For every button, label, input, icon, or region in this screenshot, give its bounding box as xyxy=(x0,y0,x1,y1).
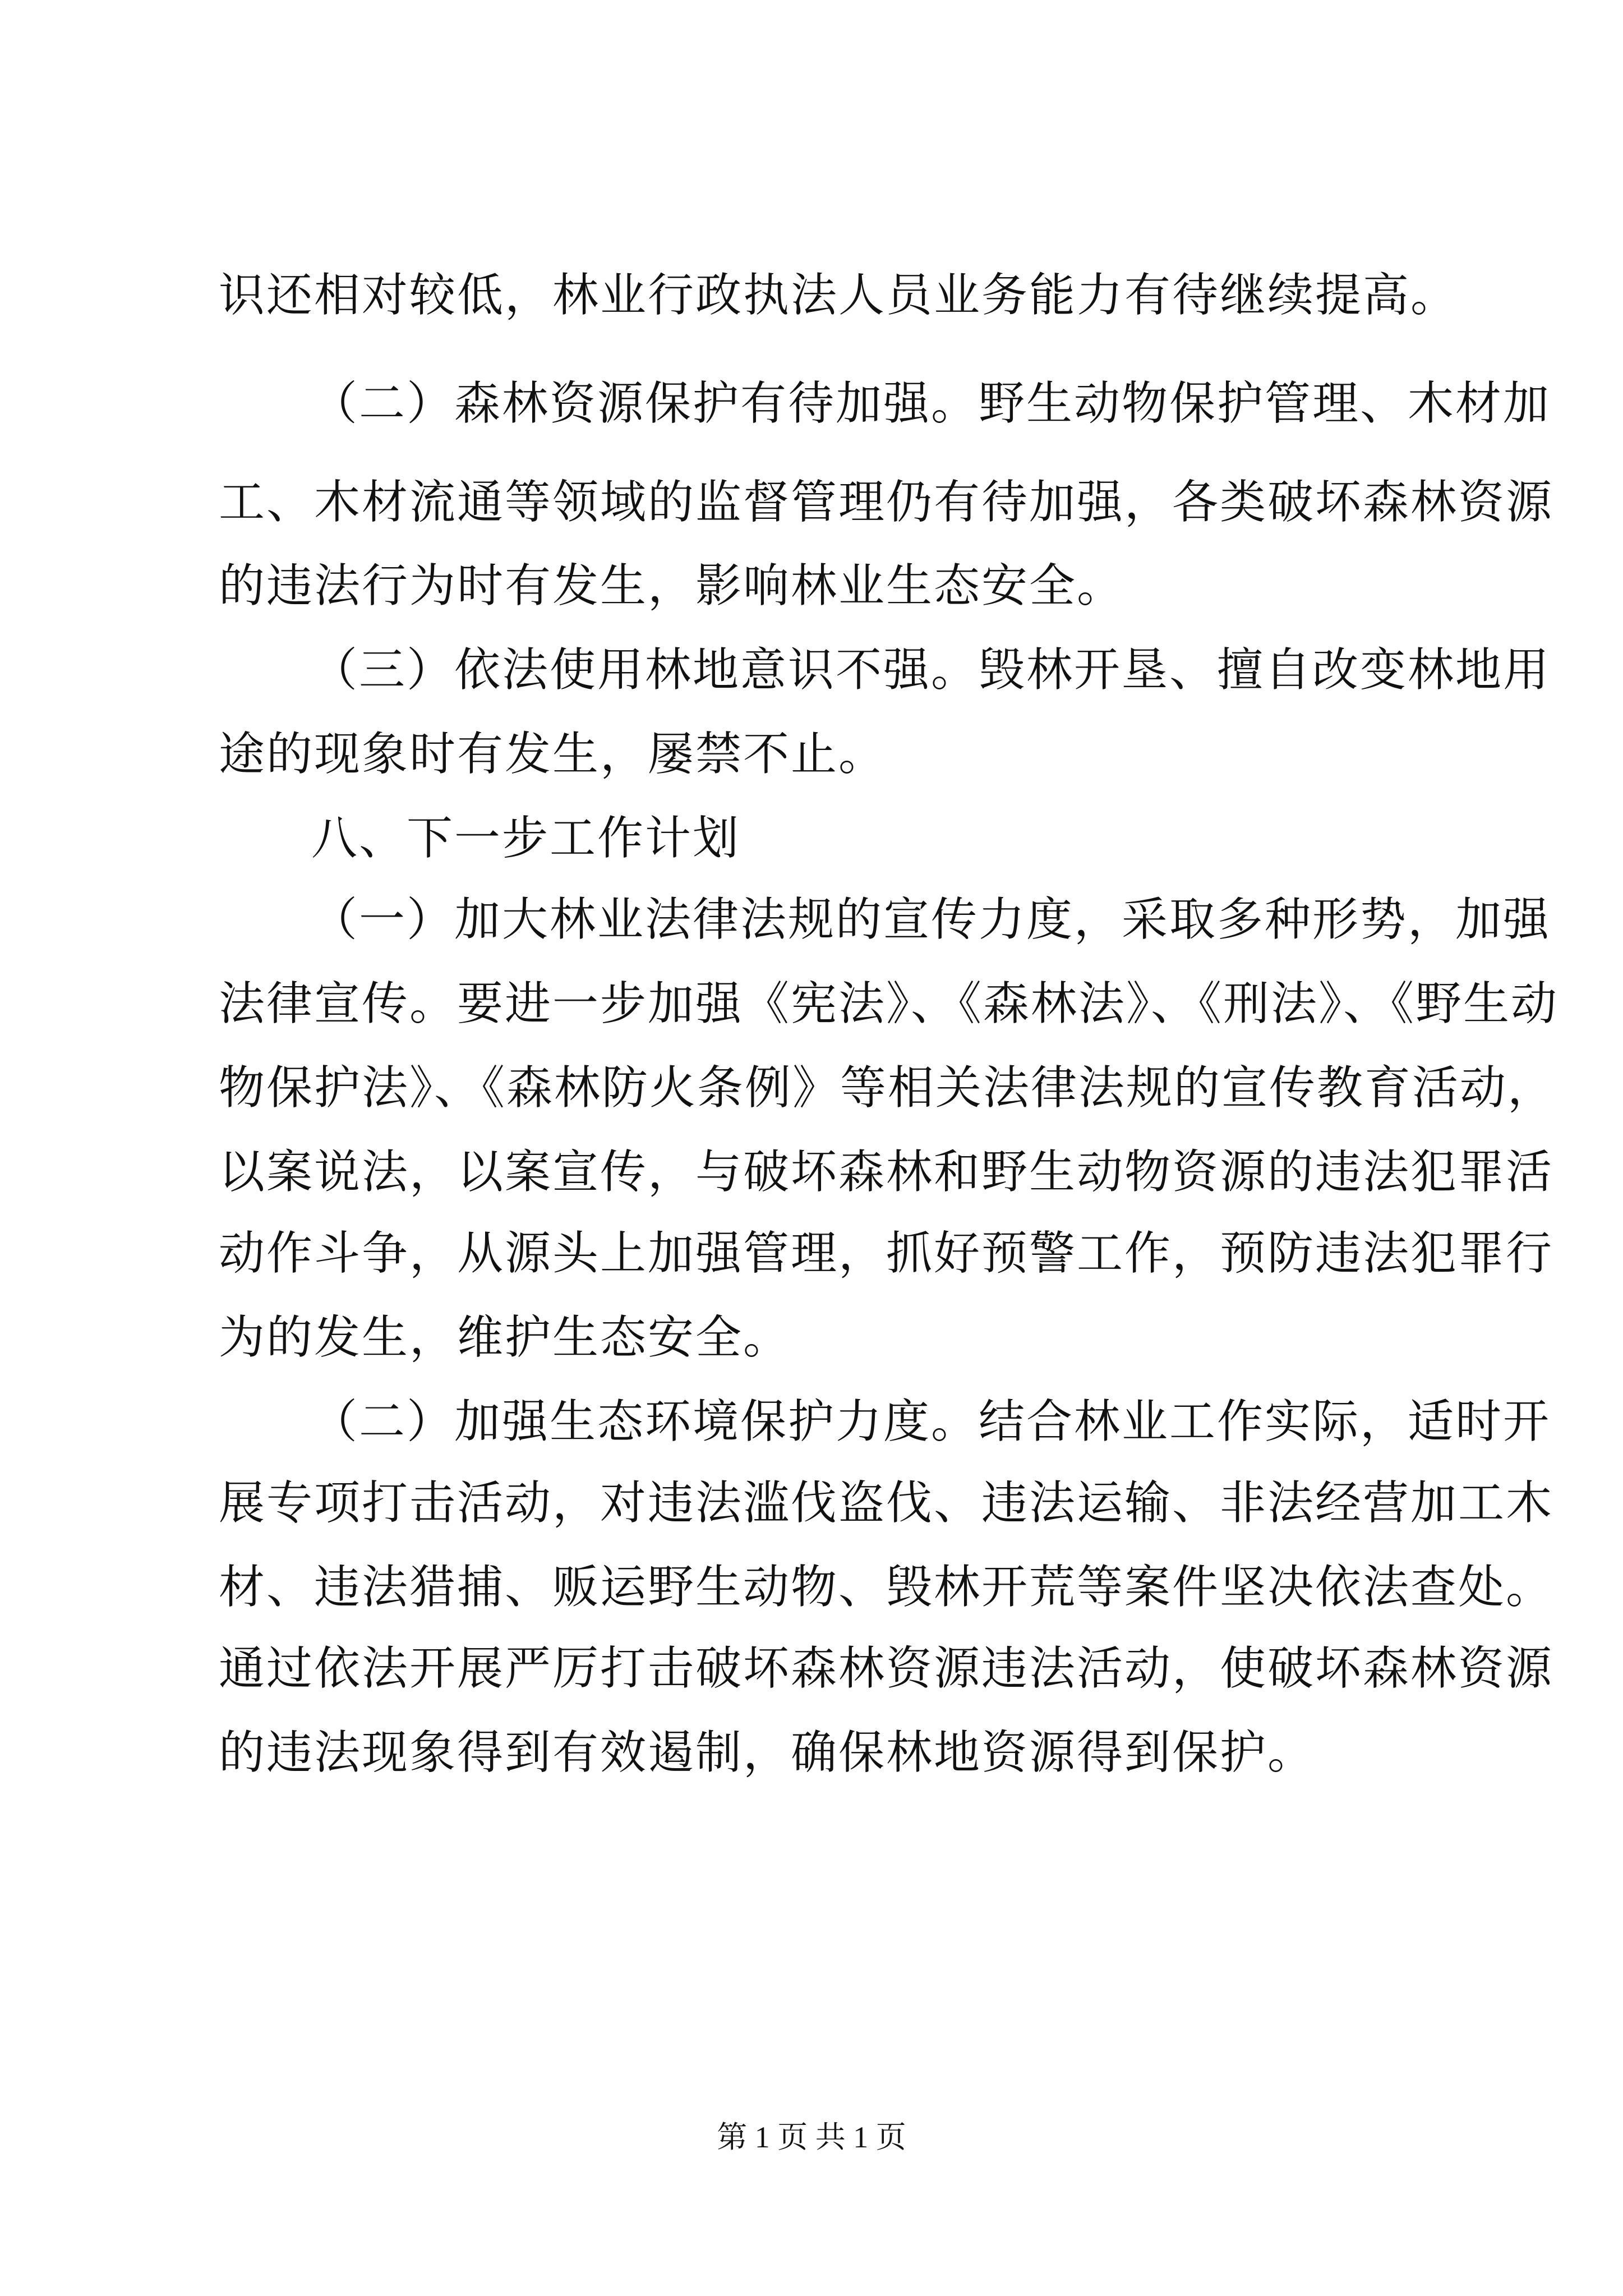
text-line-15: 展专项打击活动，对违法滥伐盗伐、违法运输、非法经营加工木 xyxy=(219,1476,1554,1530)
text-line-16: 材、违法猎捕、贩运野生动物、毁林开荒等案件坚决依法查处。 xyxy=(219,1561,1554,1614)
text-line-14: （二）加强生态环境保护力度。结合林业工作实际，适时开 xyxy=(311,1395,1551,1448)
text-line-1: 识还相对较低，林业行政执法人员业务能力有待继续提高。 xyxy=(219,269,1459,322)
text-line-2: （二）森林资源保护有待加强。野生动物保护管理、木材加 xyxy=(311,377,1551,430)
text-line-9: 法律宣传。要进一步加强《宪法》、《森林法》、《刑法》、《野生动 xyxy=(219,977,1559,1030)
text-line-18: 的违法现象得到有效遏制，确保林地资源得到保护。 xyxy=(219,1726,1316,1779)
page-footer: 第 1 页 共 1 页 xyxy=(717,2120,906,2154)
text-line-12: 动作斗争，从源头上加强管理，抓好预警工作，预防违法犯罪行 xyxy=(219,1227,1554,1280)
section-heading: 八、下一步工作计划 xyxy=(311,812,741,865)
text-line-11: 以案说法，以案宣传，与破坏森林和野生动物资源的违法犯罪活 xyxy=(219,1145,1554,1199)
text-line-6: 途的现象时有发生，屡禁不止。 xyxy=(219,728,887,781)
text-line-17: 通过依法开展严厉打击破坏森林资源违法活动，使破坏森林资源 xyxy=(219,1642,1554,1695)
text-line-10: 物保护法》、《森林防火条例》等相关法律法规的宣传教育活动， xyxy=(219,1061,1556,1115)
text-line-8: （一）加大林业法律法规的宣传力度，采取多种形势，加强 xyxy=(311,893,1551,946)
text-line-13: 为的发生，维护生态安全。 xyxy=(219,1311,791,1364)
text-line-5: （三）依法使用林地意识不强。毁林开垦、擅自改变林地用 xyxy=(311,643,1551,697)
text-line-3: 工、木材流通等领域的监督管理仍有待加强，各类破坏森林资源 xyxy=(219,476,1554,529)
text-line-4: 的违法行为时有发生，影响林业生态安全。 xyxy=(219,559,1125,613)
